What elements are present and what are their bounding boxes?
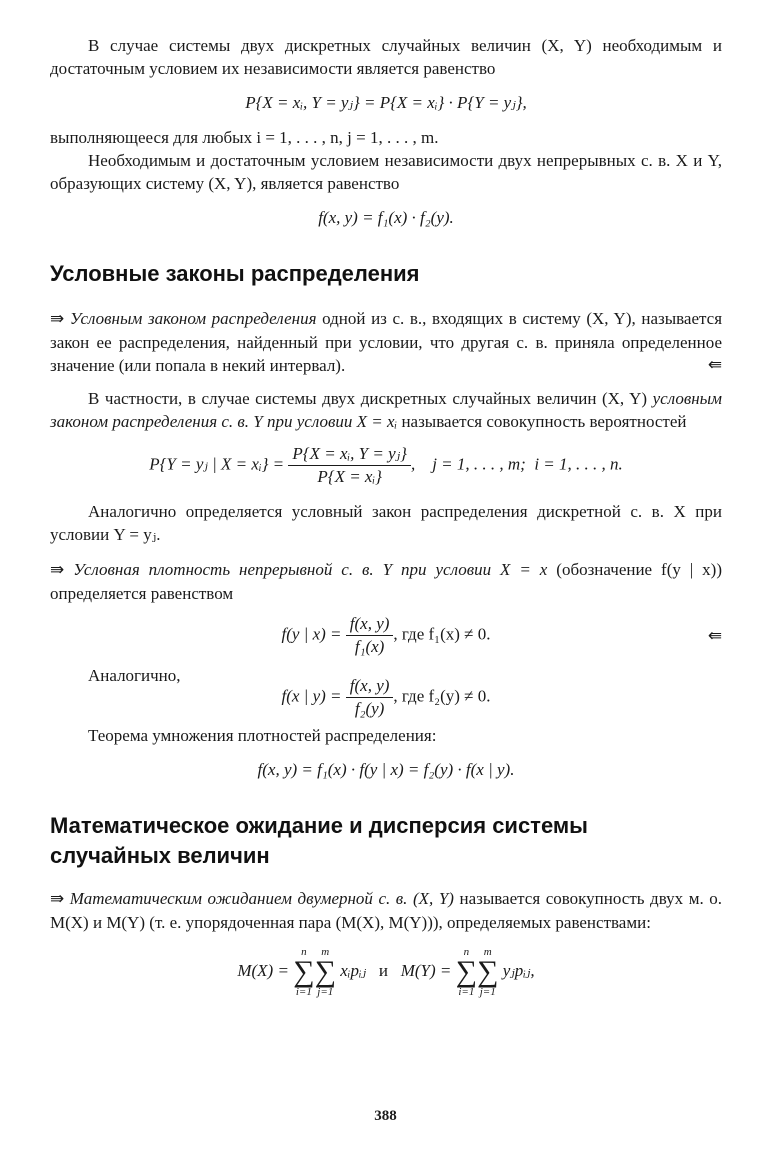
page-content xyxy=(50,34,722,998)
fraction-denominator: f₂(y) xyxy=(354,699,385,718)
formula-left: P{Y = yⱼ | X = xᵢ} = xyxy=(149,454,285,474)
definition-term: Математическим ожиданием двумерной с. в. (X, Y) xyxy=(69,889,454,908)
sigma-icon: ∑ xyxy=(477,955,499,988)
formula-independence-continuous: f(x, y) = f₁(x) · f₂(y). xyxy=(318,208,454,227)
definition-end-arrow-icon: ⇚ xyxy=(707,355,722,375)
definition-start-arrow-icon: ⇛ xyxy=(50,560,65,580)
paragraph-text: называется совокупность вероятностей xyxy=(397,412,687,431)
formula-left: M(X) = xyxy=(237,960,289,980)
sum-upper-limit: n xyxy=(301,946,307,958)
formula-left: f(x | y) = xyxy=(281,686,342,706)
formula-expectations xyxy=(50,946,722,998)
sum-upper-limit: n xyxy=(463,946,470,958)
section-heading-conditional-laws: Условные законы распределения xyxy=(50,261,420,286)
formula-right: , где f₂(y) ≠ 0. xyxy=(393,686,491,706)
definition-term: Условным законом распределения xyxy=(69,309,317,328)
paragraph-conditional-discrete xyxy=(50,387,722,433)
sum-lower-limit: j=1 xyxy=(479,986,496,998)
fraction-numerator: P{X = xᵢ, Y = yⱼ} xyxy=(288,443,411,466)
paragraph-multiplication-theorem: Теорема умножения плотностей распределения: xyxy=(88,726,437,745)
fraction xyxy=(346,613,394,658)
sigma-icon: ∑ xyxy=(314,955,336,988)
definition-expectation xyxy=(50,887,722,934)
fraction-numerator: f(x, y) xyxy=(346,613,394,636)
formula-left: M(Y) = xyxy=(400,960,452,980)
fraction-denominator: P{X = xᵢ} xyxy=(317,467,382,486)
paragraph-analogous-discrete: Аналогично определяется условный закон распределения дискретной с. в. X при условии Y = yⱼ. xyxy=(50,502,722,544)
sum-upper-limit: m xyxy=(483,946,492,958)
page-number: 388 xyxy=(374,1108,397,1124)
sum-symbol xyxy=(456,946,477,998)
formula-right: , где f₁(x) ≠ 0. xyxy=(393,624,491,644)
sigma-icon: ∑ xyxy=(455,955,478,988)
sum-symbol xyxy=(315,946,336,998)
definition-text: (обозначение f(y | x)) определяется равенством xyxy=(50,560,722,603)
fraction-numerator: f(x, y) xyxy=(346,675,394,698)
definition-text: называется совокупность двух м. о. M(X) и M(Y) (т. е. упорядоченная пара (M(X), M(Y))), определяемых равенствами: xyxy=(50,889,722,932)
fraction xyxy=(346,675,394,720)
formula-left: f(y | x) = xyxy=(281,624,342,644)
paragraph-independence-discrete: В случае системы двух дискретных случайных величин (X, Y) необходимым и достаточным условием их независимости является равенство xyxy=(50,36,722,78)
fraction-denominator: f₁(x) xyxy=(354,637,385,656)
formula-conditional-probability xyxy=(50,443,722,488)
sum-symbol xyxy=(293,946,314,998)
sum-lower-limit: j=1 xyxy=(317,986,334,998)
paragraph-for-all-indices: выполняющееся для любых i = 1, . . . , n, j = 1, . . . , m. xyxy=(50,128,439,147)
sum-symbol xyxy=(477,946,498,998)
formula-multiplication-theorem: f(x, y) = f₁(x) · f(y | x) = f₂(y) · f(x | y). xyxy=(257,760,515,779)
paragraph-analogously: Аналогично, xyxy=(88,666,181,685)
definition-term: Условная плотность непрерывной с. в. Y при условии X = x xyxy=(73,560,548,579)
section-heading-expectation-variance xyxy=(50,811,722,871)
formula-right: , j = 1, . . . , m; i = 1, . . . , n. xyxy=(410,454,623,474)
summand: xᵢpᵢⱼ xyxy=(340,960,367,980)
sigma-icon: ∑ xyxy=(293,955,315,988)
sum-lower-limit: i=1 xyxy=(295,986,312,998)
definition-text: одной из с. в., входящих в систему (X, Y), называется закон ее распределения, найденный при условии, что другая с. в. приняла определенное значение (или попала в некий интервал). xyxy=(50,309,723,375)
conjunction: и xyxy=(378,960,388,980)
sum-upper-limit: m xyxy=(321,946,330,958)
paragraph-text: В частности, в случае системы двух дискретных случайных величин (X, Y) xyxy=(88,389,653,408)
heading-line: случайных величин xyxy=(50,843,270,868)
definition-conditional-density xyxy=(50,558,722,605)
definition-end-arrow-icon: ⇚ xyxy=(707,626,722,646)
definition-start-arrow-icon: ⇛ xyxy=(50,309,65,329)
heading-line: Математическое ожидание и дисперсия системы xyxy=(50,813,588,838)
definition-conditional-law xyxy=(50,307,722,377)
definition-start-arrow-icon: ⇛ xyxy=(50,889,65,909)
formula-conditional-density-y xyxy=(50,613,722,658)
sum-lower-limit: i=1 xyxy=(458,986,475,998)
fraction xyxy=(288,443,411,488)
paragraph-independence-continuous: Необходимым и достаточным условием независимости двух непрерывных с. в. X и Y, образующих систему (X, Y), является равенство xyxy=(50,151,722,193)
definition-term: условным законом распределения с. в. Y при условии X = xᵢ xyxy=(50,389,722,431)
summand: yⱼpᵢⱼ, xyxy=(502,960,535,980)
formula-independence-discrete: P{X = xᵢ, Y = yⱼ} = P{X = xᵢ} · P{Y = yⱼ}, xyxy=(245,93,527,112)
